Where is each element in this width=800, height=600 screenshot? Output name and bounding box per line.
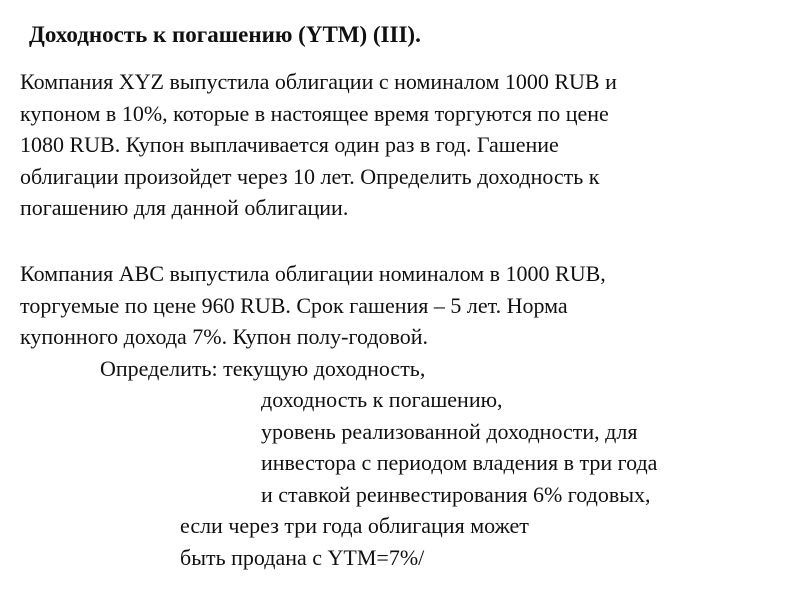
task-item-line: и ставкой реинвестирования 6% годовых, bbox=[261, 481, 651, 507]
problem-2-line: купонного дохода 7%. Купон полу-годовой. bbox=[20, 324, 429, 349]
problem-2-line: торгуемые по цене 960 RUB. Срок гашения – 5 лет. Норма bbox=[20, 292, 568, 318]
task-item-line: доходность к погашению, bbox=[261, 387, 503, 412]
slide-title: Доходность к погашению (YTM) (III). bbox=[29, 22, 421, 47]
problem-1-text bbox=[20, 66, 790, 224]
problem-2-text bbox=[20, 258, 790, 573]
task-item-line: инвестора с периодом владения в три года bbox=[261, 450, 658, 475]
problem-2-line: Компания ABC выпустила облигации номиналом в 1000 RUB, bbox=[20, 261, 606, 286]
problem-1-line: погашению для данной облигации. bbox=[20, 195, 349, 220]
task-intro-line: Определить: текущую доходность, bbox=[100, 355, 426, 381]
problem-1-line: 1080 RUB. Купон выплачивается один раз в год. Гашение bbox=[20, 132, 559, 157]
problem-1-line: облигации произойдет через 10 лет. Определить доходность к bbox=[20, 163, 600, 189]
problem-1-line: купоном в 10%, которые в настоящее время торгуются по цене bbox=[20, 100, 609, 126]
task-condition-line: если через три года облигация может bbox=[180, 513, 529, 538]
task-item-line: уровень реализованной доходности, для bbox=[261, 418, 638, 444]
task-condition-line: быть продана с YTM=7%/ bbox=[180, 544, 425, 570]
problem-1-line: Компания XYZ выпустила облигации с номиналом 1000 RUB и bbox=[20, 69, 617, 94]
